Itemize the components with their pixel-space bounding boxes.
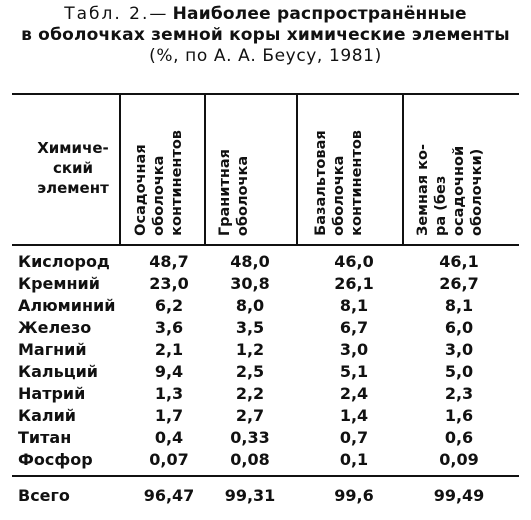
value-granite: 2,5 [235,362,265,381]
element-name: Калий [18,406,77,425]
column-header-crust [414,104,486,236]
value-basalt: 3,0 [339,340,369,359]
value-sedimentary: 1,3 [154,384,184,403]
value-granite: 1,2 [235,340,265,359]
table-row [0,274,531,296]
value-granite: 0,08 [230,450,270,469]
column-header-label: Базальтовая оболочка континентов [313,130,365,236]
value-basalt: 46,0 [334,252,374,271]
value-sedimentary: 2,1 [154,340,184,359]
column-header-granite [216,104,252,236]
value-sedimentary: 0,4 [154,428,184,447]
table-row [0,340,531,362]
element-name: Фосфор [18,450,93,469]
value-sedimentary: 23,0 [149,274,189,293]
element-name: Кремний [18,274,100,293]
total-basalt: 99,6 [334,486,374,505]
table-title-line-2: в оболочках земной коры химические элементы [21,25,510,45]
column-divider [296,95,298,244]
table-row [0,450,531,472]
total-granite: 99,31 [224,486,276,505]
value-sedimentary: 0,07 [149,450,189,469]
element-name: Железо [18,318,92,337]
value-basalt: 26,1 [334,274,374,293]
value-basalt: 8,1 [339,296,369,315]
table-row [0,362,531,384]
column-header-label: Земная ко- ра (без осадочной оболочки) [415,144,485,236]
element-name: Натрий [18,384,86,403]
value-granite: 48,0 [230,252,270,271]
value-crust: 46,1 [439,252,479,271]
value-granite: 8,0 [235,296,265,315]
element-name: Кислород [18,252,110,271]
value-basalt: 0,7 [339,428,369,447]
value-sedimentary: 3,6 [154,318,184,337]
total-separator-rule [12,475,519,477]
element-name: Магний [18,340,87,359]
value-crust: 8,1 [444,296,474,315]
value-granite: 30,8 [230,274,270,293]
element-name: Алюминий [18,296,116,315]
column-header-label: Осадочная оболочка континентов [133,130,185,236]
value-sedimentary: 9,4 [154,362,184,381]
value-crust: 3,0 [444,340,474,359]
total-crust: 99,49 [433,486,485,505]
table-label: Табл. 2. [64,4,150,24]
value-crust: 6,0 [444,318,474,337]
value-basalt: 6,7 [339,318,369,337]
value-sedimentary: 48,7 [149,252,189,271]
table-row [0,296,531,318]
column-header-basalt [312,104,366,236]
column-header-sedimentary [132,104,186,236]
element-column-header: Химиче- ский элемент [37,139,109,197]
value-basalt: 0,1 [339,450,369,469]
column-divider [204,95,206,244]
value-crust: 26,7 [439,274,479,293]
value-crust: 0,09 [439,450,479,469]
total-row [0,486,531,508]
value-sedimentary: 6,2 [154,296,184,315]
value-granite: 0,33 [230,428,270,447]
element-name: Кальций [18,362,98,381]
table-row [0,318,531,340]
value-crust: 1,6 [444,406,474,425]
table-title-line-1: Наиболее распространённые [172,4,467,24]
column-divider [119,95,121,244]
value-crust: 2,3 [444,384,474,403]
table-row [0,252,531,274]
value-crust: 0,6 [444,428,474,447]
caption-line-1 [0,4,531,25]
table-row [0,406,531,428]
value-granite: 2,7 [235,406,265,425]
value-basalt: 2,4 [339,384,369,403]
column-header-label: Гранитная оболочка [217,148,251,236]
value-sedimentary: 1,7 [154,406,184,425]
value-granite: 2,2 [235,384,265,403]
element-name: Титан [18,428,72,447]
table-caption [0,4,531,67]
value-basalt: 1,4 [339,406,369,425]
value-crust: 5,0 [444,362,474,381]
value-granite: 3,5 [235,318,265,337]
value-basalt: 5,1 [339,362,369,381]
table-top-rule [12,93,519,95]
header-bottom-rule [12,244,519,246]
table-row [0,384,531,406]
caption-dash: — [149,4,167,24]
table-row [0,428,531,450]
column-divider [402,95,404,244]
total-sedimentary: 96,47 [143,486,195,505]
total-label: Всего [18,486,70,505]
table-source: (%, по А. А. Беусу, 1981) [149,46,382,66]
caption-line-2 [0,25,531,46]
